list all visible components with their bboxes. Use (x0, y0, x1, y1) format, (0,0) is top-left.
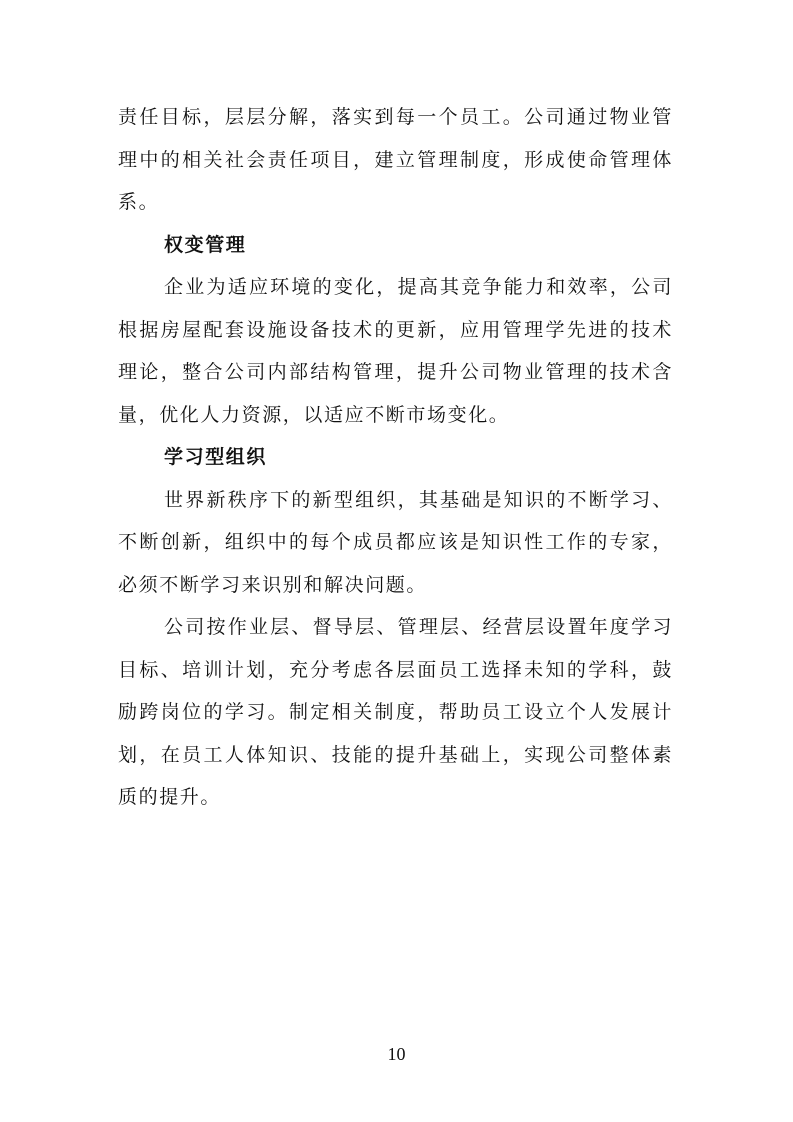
text-line: 责任目标，层层分解，落实到每一个员工。公司通过物业管 (118, 106, 673, 128)
text-line: 励跨岗位的学习。制定相关制度，帮助员工设立个人发展计 (118, 701, 673, 723)
page-content (118, 96, 673, 819)
text-line: 公司按作业层、督导层、管理层、经营层设置年度学习 (164, 616, 673, 638)
text-line: 必须不断学习来识别和解决问题。 (118, 573, 428, 596)
page-number: 10 (387, 1044, 406, 1064)
text-line: 理论，整合公司内部结构管理，提升公司物业管理的技术含 (118, 361, 673, 383)
text-line: 质的提升。 (118, 786, 222, 808)
text-line: 不断创新，组织中的每个成员都应该是知识性工作的专家， (118, 531, 673, 553)
text-line: 量，优化人力资源，以适应不断市场变化。 (118, 403, 510, 426)
text-line: 目标、培训计划，充分考虑各层面员工选择未知的学科，鼓 (118, 658, 673, 681)
text-line: 企业为适应环境的变化，提高其竞争能力和效率，公司 (164, 276, 673, 298)
section-heading-contingency-management: 权变管理 (164, 233, 247, 256)
paragraph-training-plan (118, 606, 673, 819)
text-line: 根据房屋配套设施设备技术的更新，应用管理学先进的技术 (118, 318, 673, 341)
text-line: 系。 (118, 191, 160, 213)
paragraph-contingency (118, 266, 673, 436)
text-line: 理中的相关社会责任项目，建立管理制度，形成使命管理体 (118, 148, 673, 171)
text-line: 世界新秩序下的新型组织，其基础是知识的不断学习、 (164, 488, 673, 511)
section-heading-learning-organization: 学习型组织 (164, 446, 268, 468)
paragraph-learning-organization (118, 479, 673, 607)
paragraph-responsibility (118, 96, 673, 224)
text-line: 划，在员工人体知识、技能的提升基础上，实现公司整体素 (118, 743, 673, 766)
